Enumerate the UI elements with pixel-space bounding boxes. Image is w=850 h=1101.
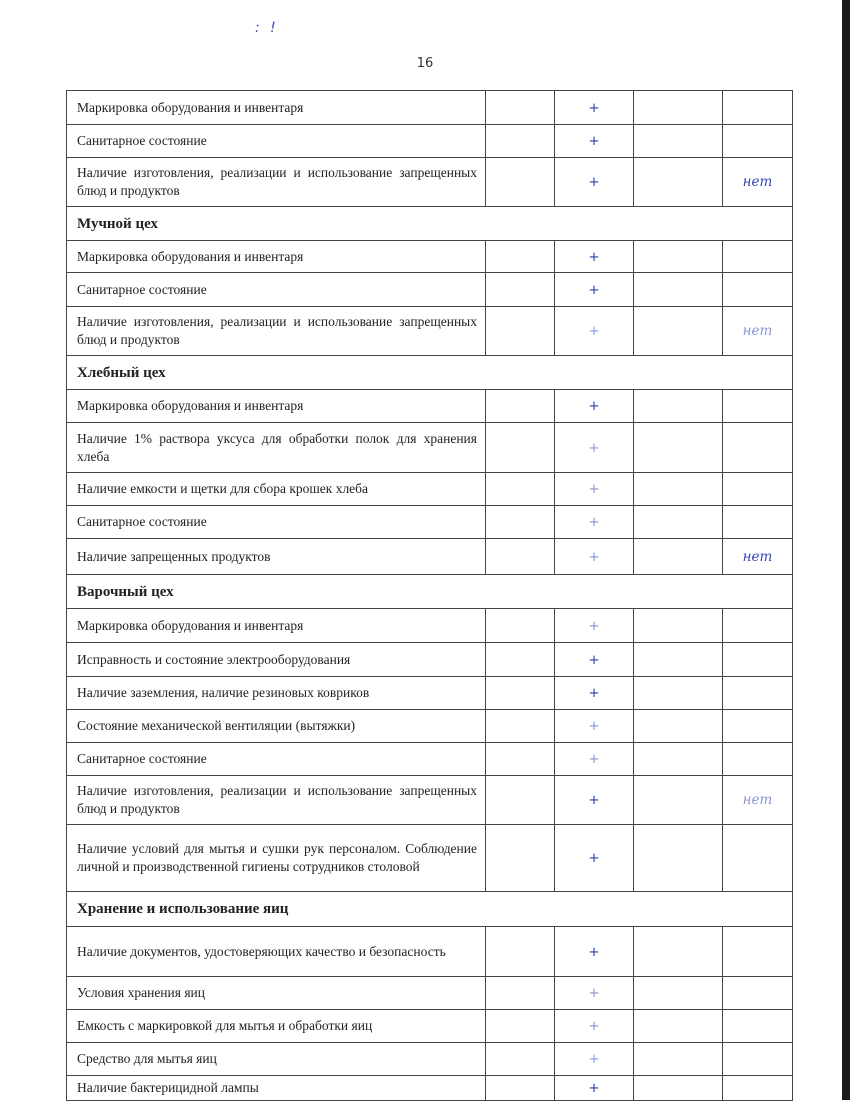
empty-cell: [486, 927, 555, 977]
table-row: [67, 710, 793, 743]
empty-cell: [634, 1043, 723, 1076]
criterion-text: Наличие емкости и щетки для сбора крошек хлеба: [67, 473, 486, 506]
empty-cell: [634, 158, 723, 207]
table-row: [67, 1043, 793, 1076]
handwritten-note: [723, 825, 793, 892]
empty-cell: [634, 1076, 723, 1101]
section-heading: Варочный цех: [67, 575, 793, 609]
table-row: [67, 1010, 793, 1043]
empty-cell: [486, 423, 555, 473]
criterion-text: Маркировка оборудования и инвентаря: [67, 91, 486, 125]
empty-cell: [634, 539, 723, 575]
section-row: [67, 207, 793, 241]
empty-cell: [634, 91, 723, 125]
empty-cell: [634, 710, 723, 743]
empty-cell: [634, 977, 723, 1010]
table-row: [67, 643, 793, 677]
section-row: [67, 892, 793, 927]
plus-mark: +: [555, 977, 634, 1010]
criterion-text: Наличие заземления, наличие резиновых ковриков: [67, 677, 486, 710]
scan-edge: [842, 0, 850, 1100]
table-row: [67, 825, 793, 892]
handwritten-note: нет: [723, 776, 793, 825]
criterion-text: Наличие бактерицидной лампы: [67, 1076, 486, 1101]
section-heading: Хранение и использование яиц: [67, 892, 793, 927]
criterion-text: Санитарное состояние: [67, 273, 486, 307]
empty-cell: [486, 825, 555, 892]
empty-cell: [486, 677, 555, 710]
empty-cell: [634, 307, 723, 356]
empty-cell: [634, 125, 723, 158]
table-row: [67, 776, 793, 825]
handwritten-note: [723, 423, 793, 473]
table-row: [67, 506, 793, 539]
handwritten-note: [723, 241, 793, 273]
plus-mark: +: [555, 710, 634, 743]
criterion-text: Санитарное состояние: [67, 125, 486, 158]
empty-cell: [634, 825, 723, 892]
table-row: [67, 539, 793, 575]
section-row: [67, 575, 793, 609]
handwritten-note: [723, 1043, 793, 1076]
empty-cell: [486, 1010, 555, 1043]
plus-mark: +: [555, 609, 634, 643]
handwritten-note: [723, 506, 793, 539]
handwritten-scribble: : !: [255, 20, 279, 36]
handwritten-note: [723, 677, 793, 710]
plus-mark: +: [555, 1010, 634, 1043]
plus-mark: +: [555, 390, 634, 423]
empty-cell: [486, 539, 555, 575]
empty-cell: [486, 710, 555, 743]
handwritten-note: [723, 273, 793, 307]
plus-mark: +: [555, 539, 634, 575]
empty-cell: [634, 506, 723, 539]
table-row: [67, 241, 793, 273]
empty-cell: [486, 273, 555, 307]
table-row: [67, 307, 793, 356]
empty-cell: [486, 473, 555, 506]
criterion-text: Маркировка оборудования и инвентаря: [67, 390, 486, 423]
criterion-text: Наличие 1% раствора уксуса для обработки полок для хранения хлеба: [67, 423, 486, 473]
table-row: [67, 743, 793, 776]
empty-cell: [634, 1010, 723, 1043]
plus-mark: +: [555, 91, 634, 125]
page-number: 16: [416, 56, 434, 71]
plus-mark: +: [555, 273, 634, 307]
table-row: [67, 677, 793, 710]
handwritten-note: нет: [723, 158, 793, 207]
handwritten-note: [723, 1076, 793, 1101]
section-heading: Мучной цех: [67, 207, 793, 241]
table-row: [67, 423, 793, 473]
plus-mark: +: [555, 125, 634, 158]
empty-cell: [486, 609, 555, 643]
plus-mark: +: [555, 423, 634, 473]
table-row: [67, 91, 793, 125]
criterion-text: Наличие условий для мытья и сушки рук персоналом. Соблюдение личной и производственной гигиены сотрудников столовой: [67, 825, 486, 892]
empty-cell: [634, 473, 723, 506]
handwritten-note: [723, 977, 793, 1010]
plus-mark: +: [555, 307, 634, 356]
plus-mark: +: [555, 776, 634, 825]
handwritten-note: [723, 390, 793, 423]
section-heading: Хлебный цех: [67, 356, 793, 390]
table-row: [67, 473, 793, 506]
table-row: [67, 390, 793, 423]
criterion-text: Средство для мытья яиц: [67, 1043, 486, 1076]
handwritten-note: [723, 91, 793, 125]
table-row: [67, 125, 793, 158]
criterion-text: Исправность и состояние электрооборудования: [67, 643, 486, 677]
criterion-text: Наличие запрещенных продуктов: [67, 539, 486, 575]
criterion-text: Состояние механической вентиляции (вытяжки): [67, 710, 486, 743]
empty-cell: [634, 423, 723, 473]
plus-mark: +: [555, 825, 634, 892]
empty-cell: [486, 743, 555, 776]
empty-cell: [634, 927, 723, 977]
empty-cell: [486, 643, 555, 677]
table-row: [67, 1076, 793, 1101]
plus-mark: +: [555, 927, 634, 977]
handwritten-note: [723, 473, 793, 506]
handwritten-note: [723, 743, 793, 776]
table-row: [67, 927, 793, 977]
empty-cell: [634, 609, 723, 643]
plus-mark: +: [555, 506, 634, 539]
criterion-text: Наличие изготовления, реализации и использование запрещенных блюд и продуктов: [67, 776, 486, 825]
table-row: [67, 609, 793, 643]
handwritten-note: [723, 710, 793, 743]
empty-cell: [486, 91, 555, 125]
plus-mark: +: [555, 743, 634, 776]
handwritten-note: [723, 643, 793, 677]
empty-cell: [486, 390, 555, 423]
empty-cell: [486, 241, 555, 273]
criterion-text: Наличие документов, удостоверяющих качество и безопасность: [67, 927, 486, 977]
empty-cell: [486, 776, 555, 825]
handwritten-note: [723, 125, 793, 158]
empty-cell: [486, 506, 555, 539]
empty-cell: [486, 977, 555, 1010]
empty-cell: [634, 776, 723, 825]
criterion-text: Емкость с маркировкой для мытья и обработки яиц: [67, 1010, 486, 1043]
table-row: [67, 273, 793, 307]
handwritten-note: нет: [723, 307, 793, 356]
plus-mark: +: [555, 241, 634, 273]
criterion-text: Маркировка оборудования и инвентаря: [67, 241, 486, 273]
handwritten-note: нет: [723, 539, 793, 575]
table-row: [67, 158, 793, 207]
table-row: [67, 977, 793, 1010]
plus-mark: +: [555, 677, 634, 710]
handwritten-note: [723, 1010, 793, 1043]
plus-mark: +: [555, 158, 634, 207]
empty-cell: [634, 677, 723, 710]
criterion-text: Условия хранения яиц: [67, 977, 486, 1010]
empty-cell: [634, 241, 723, 273]
empty-cell: [634, 390, 723, 423]
handwritten-note: [723, 609, 793, 643]
plus-mark: +: [555, 473, 634, 506]
empty-cell: [634, 273, 723, 307]
empty-cell: [486, 1043, 555, 1076]
section-row: [67, 356, 793, 390]
handwritten-note: [723, 927, 793, 977]
criterion-text: Наличие изготовления, реализации и использование запрещенных блюд и продуктов: [67, 158, 486, 207]
plus-mark: +: [555, 643, 634, 677]
empty-cell: [486, 125, 555, 158]
empty-cell: [634, 643, 723, 677]
empty-cell: [634, 743, 723, 776]
criterion-text: Наличие изготовления, реализации и использование запрещенных блюд и продуктов: [67, 307, 486, 356]
criterion-text: Санитарное состояние: [67, 506, 486, 539]
criterion-text: Санитарное состояние: [67, 743, 486, 776]
plus-mark: +: [555, 1076, 634, 1101]
empty-cell: [486, 307, 555, 356]
criterion-text: Маркировка оборудования и инвентаря: [67, 609, 486, 643]
empty-cell: [486, 1076, 555, 1101]
empty-cell: [486, 158, 555, 207]
inspection-checklist-table: [66, 90, 793, 1101]
plus-mark: +: [555, 1043, 634, 1076]
